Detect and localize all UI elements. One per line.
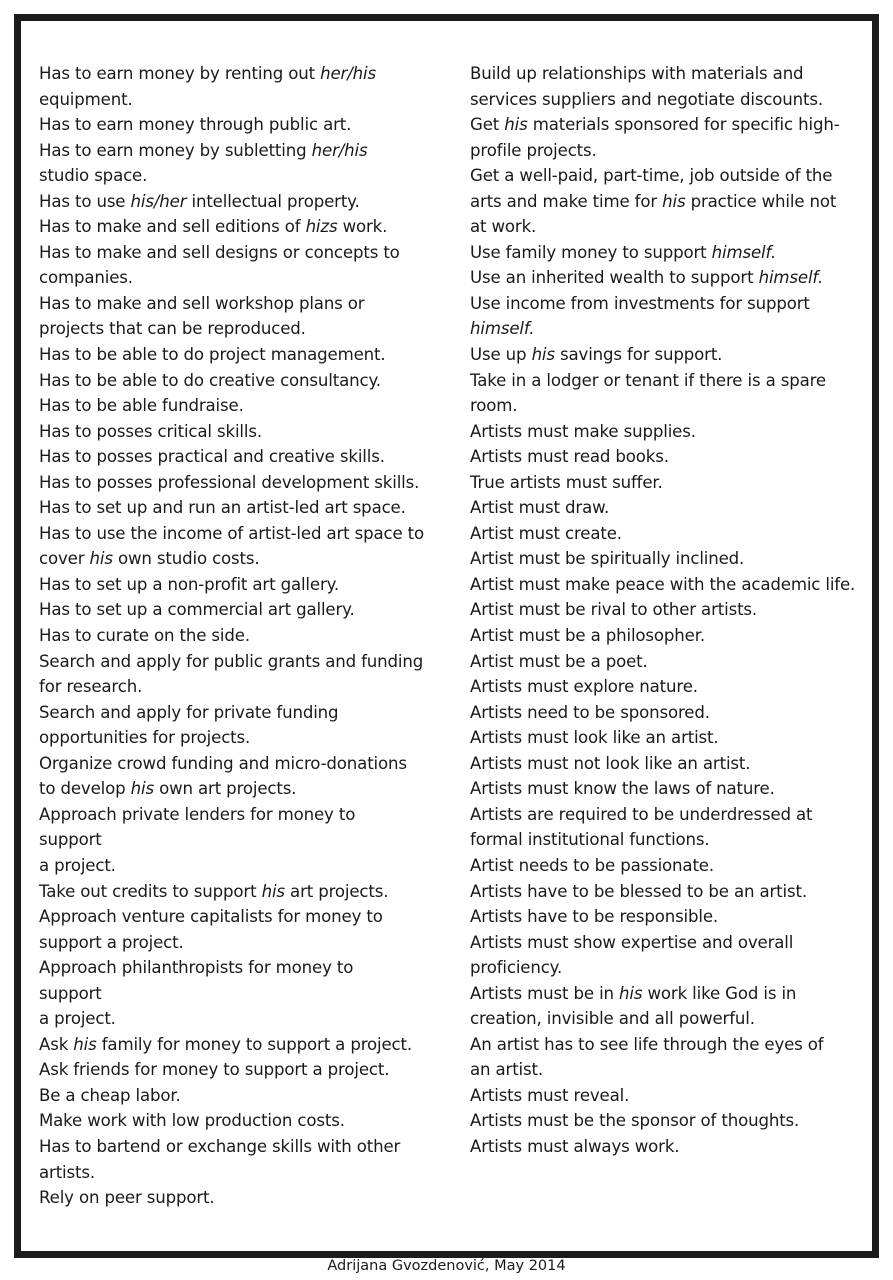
italic-word: himself.	[758, 268, 823, 288]
page-frame	[14, 14, 879, 1258]
italic-word: himself.	[470, 319, 535, 339]
text-line: Artists must always work.	[470, 1136, 680, 1156]
text-line: Artists need to be sponsored.	[470, 702, 710, 722]
left-text-column	[39, 61, 431, 1211]
text-line: Artists must be in his work like God is in	[470, 983, 797, 1003]
text-line: Search and apply for public grants and funding	[39, 651, 424, 671]
text-line: Ask friends for money to support a project.	[39, 1060, 390, 1080]
text-line: Has to set up a commercial art gallery.	[39, 600, 355, 620]
italic-word: his	[73, 1034, 97, 1054]
text-line: Approach venture capitalists for money to	[39, 907, 383, 927]
text-line: Artists must reveal.	[470, 1085, 630, 1105]
text-line: Has to make and sell designs or concepts to	[39, 242, 400, 262]
text-line: Has to curate on the side.	[39, 626, 250, 646]
text-line: Artist must be a poet.	[470, 651, 648, 671]
text-line: Artists have to be responsible.	[470, 907, 719, 927]
text-line: opportunities for projects.	[39, 728, 251, 748]
text-line: Use an inherited wealth to support himself.	[470, 268, 823, 288]
italic-word: his/her	[130, 191, 187, 211]
italic-word: his	[662, 191, 686, 211]
text-line: Artists must explore nature.	[470, 677, 698, 697]
text-line: Has to be able to do creative consultancy.	[39, 370, 381, 390]
italic-word: his	[531, 345, 555, 365]
text-line: Has to bartend or exchange skills with other	[39, 1136, 401, 1156]
text-line: Has to posses practical and creative skills.	[39, 447, 385, 467]
text-line: equipment.	[39, 89, 133, 109]
text-line: Has to make and sell workshop plans or	[39, 293, 365, 313]
text-line: An artist has to see life through the eyes of	[470, 1034, 824, 1054]
text-line: proficiency.	[470, 958, 563, 978]
text-line: Has to make and sell editions of hizs work.	[39, 217, 388, 237]
text-line: Artists must not look like an artist.	[470, 753, 751, 773]
text-line: Ask his family for money to support a project.	[39, 1034, 412, 1054]
text-line: Has to be able to do project management.	[39, 345, 386, 365]
text-line: a project.	[39, 855, 116, 875]
text-line: Artist needs to be passionate.	[470, 855, 714, 875]
text-line: formal institutional functions.	[470, 830, 710, 850]
text-line: Rely on peer support.	[39, 1188, 215, 1208]
text-line: Has to posses professional development skills.	[39, 472, 420, 492]
text-line: Artists must look like an artist.	[470, 728, 719, 748]
author-credit: Adrijana Gvozdenović, May 2014	[327, 1258, 566, 1274]
text-line: Artist must draw.	[470, 498, 610, 518]
text-line: at work.	[470, 217, 537, 237]
text-line: Has to use the income of artist-led art space to	[39, 523, 425, 543]
text-line: Use family money to support himself.	[470, 242, 777, 262]
text-line: Use income from investments for support	[470, 293, 810, 313]
italic-word: his	[130, 779, 154, 799]
text-line: room.	[470, 396, 518, 416]
text-line: Make work with low production costs.	[39, 1111, 345, 1131]
text-line: Take out credits to support his art projects.	[39, 881, 389, 901]
text-line: Has to set up and run an artist-led art space.	[39, 498, 406, 518]
italic-word: hizs	[305, 217, 338, 237]
text-line: an artist.	[470, 1060, 543, 1080]
text-line: Artists must make supplies.	[470, 421, 696, 441]
text-line: profile projects.	[470, 140, 597, 160]
text-line: arts and make time for his practice while not	[470, 191, 837, 211]
text-line: support	[39, 983, 102, 1003]
text-line: Organize crowd funding and micro-donations	[39, 753, 407, 773]
text-line: to develop his own art projects.	[39, 779, 297, 799]
text-line: Has to posses critical skills.	[39, 421, 262, 441]
italic-word: his	[619, 983, 643, 1003]
italic-word: her/his	[311, 140, 368, 160]
text-line: companies.	[39, 268, 133, 288]
text-line: for research.	[39, 677, 143, 697]
text-line: creation, invisible and all powerful.	[470, 1009, 755, 1029]
text-line: Artists must know the laws of nature.	[470, 779, 775, 799]
text-line: studio space.	[39, 166, 148, 186]
text-line: Use up his savings for support.	[470, 345, 723, 365]
text-line: Artist must create.	[470, 523, 622, 543]
text-line: support	[39, 830, 102, 850]
text-line: Has to earn money by subletting her/his	[39, 140, 368, 160]
italic-word: his	[261, 881, 285, 901]
text-line: Be a cheap labor.	[39, 1085, 181, 1105]
text-line: Has to be able fundraise.	[39, 396, 244, 416]
text-line: artists.	[39, 1162, 95, 1182]
text-line: Artist must make peace with the academic life.	[470, 574, 856, 594]
right-text-column	[470, 61, 862, 1160]
text-line: Approach philanthropists for money to	[39, 958, 354, 978]
text-line: services suppliers and negotiate discounts.	[470, 89, 824, 109]
text-line: Has to earn money through public art.	[39, 115, 352, 135]
text-line: projects that can be reproduced.	[39, 319, 306, 339]
text-line: a project.	[39, 1009, 116, 1029]
italic-word: himself.	[711, 242, 777, 262]
text-line: Approach private lenders for money to	[39, 804, 356, 824]
italic-word: his	[504, 115, 528, 135]
text-line: Artists have to be blessed to be an artist.	[470, 881, 807, 901]
text-line	[470, 316, 862, 342]
text-line: Artist must be a philosopher.	[470, 626, 705, 646]
text-line: Get his materials sponsored for specific high-	[470, 115, 840, 135]
text-line: Has to use his/her intellectual property.	[39, 191, 360, 211]
text-line: Search and apply for private funding	[39, 702, 339, 722]
italic-word: his	[89, 549, 113, 569]
text-line: Has to set up a non-profit art gallery.	[39, 574, 340, 594]
italic-word: her/his	[320, 64, 376, 83]
text-line: Get a well-paid, part-time, job outside of the	[470, 166, 833, 186]
text-line: Take in a lodger or tenant if there is a spare	[470, 370, 826, 390]
text-line: Artists must be the sponsor of thoughts.	[470, 1111, 800, 1131]
text-line: Artists must read books.	[470, 447, 669, 467]
text-line: Build up relationships with materials and	[470, 64, 804, 83]
text-line: cover his own studio costs.	[39, 549, 260, 569]
text-line: Artist must be spiritually inclined.	[470, 549, 745, 569]
text-line: support a project.	[39, 932, 184, 952]
text-line: Artist must be rival to other artists.	[470, 600, 758, 620]
text-line: Artists are required to be underdressed at	[470, 804, 813, 824]
text-line: Artists must show expertise and overall	[470, 932, 794, 952]
text-line: True artists must suffer.	[470, 472, 663, 492]
text-line: Has to earn money by renting out her/his	[39, 64, 376, 83]
